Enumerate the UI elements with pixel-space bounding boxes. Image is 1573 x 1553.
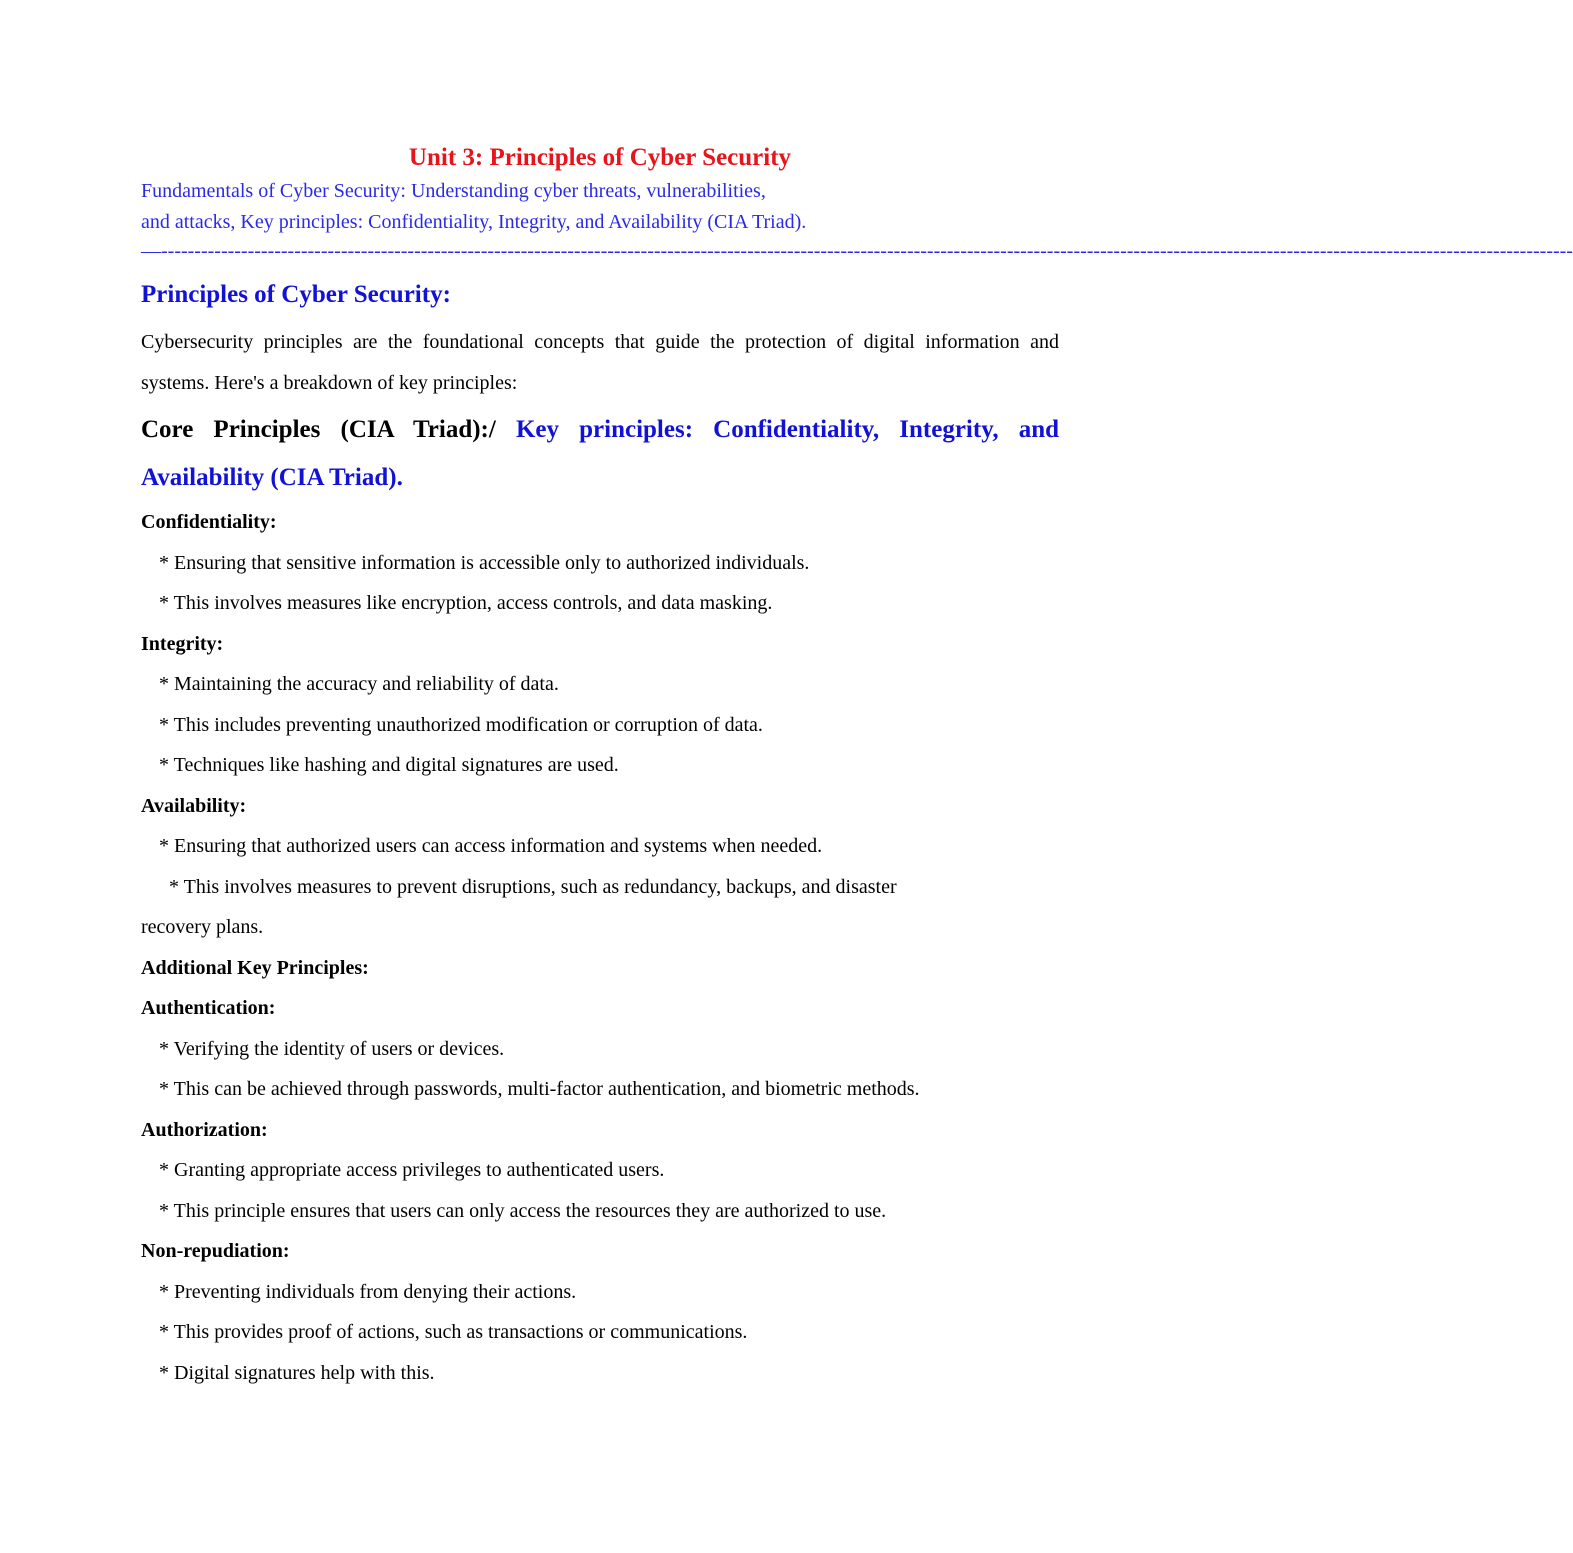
- dashed-divider: —--------------------------------------------------------------------------------------------------------------------------------------------------------------------------------------------------------------------: [141, 240, 1573, 262]
- list-item: * Ensuring that sensitive information is accessible only to authorized individuals.: [159, 551, 810, 574]
- list-item: * This principle ensures that users can only access the resources they are authorized to use.: [159, 1199, 887, 1222]
- list-item: * Techniques like hashing and digital signatures are used.: [159, 754, 619, 776]
- core-principles-label: Core Principles (CIA Triad):/: [141, 416, 516, 443]
- list-item: * This can be achieved through passwords, multi-factor authentication, and biometric methods.: [159, 1078, 920, 1100]
- list-item: * Verifying the identity of users or devices.: [159, 1037, 505, 1060]
- subtitle-line-2: and attacks, Key principles: Confidentiality, Integrity, and Availability (CIA Triad).: [141, 211, 807, 233]
- list-item: * This provides proof of actions, such as transactions or communications.: [159, 1321, 748, 1343]
- core-principles-heading: [141, 406, 1059, 502]
- subtitle-line-1: Fundamentals of Cyber Security: Understanding cyber threats, vulnerabilities,: [141, 180, 766, 202]
- list-item-continuation: recovery plans.: [141, 916, 264, 938]
- list-item: * Digital signatures help with this.: [159, 1361, 435, 1384]
- list-item: * This involves measures to prevent disruptions, such as redundancy, backups, and disaster: [169, 875, 897, 898]
- section-heading: Principles of Cyber Security:: [141, 281, 451, 308]
- list-item: * Granting appropriate access privileges to authenticated users.: [159, 1159, 665, 1181]
- list-item: * Preventing individuals from denying their actions.: [159, 1280, 577, 1303]
- additional-principles-heading: Additional Key Principles:: [141, 956, 369, 979]
- intro-paragraph: Cybersecurity principles are the foundational concepts that guide the protection of digital information and systems. Here's a breakdown of key principles:: [141, 331, 1059, 394]
- non-repudiation-heading: Non-repudiation:: [141, 1240, 290, 1262]
- list-item: * Maintaining the accuracy and reliability of data.: [159, 673, 559, 695]
- list-item: * This involves measures like encryption, access controls, and data masking.: [159, 592, 773, 614]
- authorization-heading: Authorization:: [141, 1118, 268, 1141]
- availability-heading: Availability:: [141, 794, 247, 817]
- list-item: * This includes preventing unauthorized modification or corruption of data.: [159, 713, 763, 736]
- page-title: Unit 3: Principles of Cyber Security: [408, 144, 792, 171]
- document-content: [141, 140, 1573, 1393]
- list-item: * Ensuring that authorized users can access information and systems when needed.: [159, 835, 823, 857]
- confidentiality-heading: Confidentiality:: [141, 511, 277, 533]
- integrity-heading: Integrity:: [141, 632, 224, 655]
- authentication-heading: Authentication:: [141, 997, 276, 1019]
- key-principles-label: Key principles: Confidentiality, Integrity, and Availability (CIA Triad).: [141, 416, 1060, 491]
